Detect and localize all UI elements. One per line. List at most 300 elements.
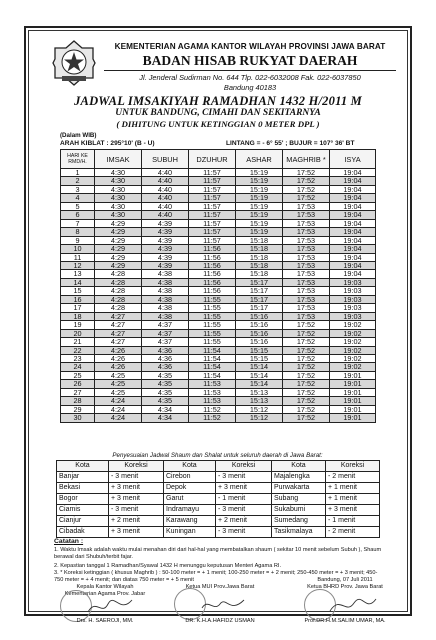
- table-cell: 27: [61, 388, 95, 396]
- table-cell: 19:03: [330, 295, 376, 303]
- table-cell: 17:52: [283, 346, 330, 354]
- table-cell: 4:29: [95, 261, 142, 269]
- note-item: 2. Kepastian tanggal 1 Ramadhan/Syawal 1432 H menunggu keputusan Menteri Agama RI.: [54, 563, 282, 569]
- table-cell: 17:53: [283, 228, 330, 236]
- table-row: [61, 211, 376, 219]
- table-cell: 17:53: [283, 253, 330, 261]
- header-city: Bandung 40183: [223, 83, 277, 92]
- table-cell: 4:26: [95, 346, 142, 354]
- table-cell: 19:04: [330, 177, 376, 185]
- header-agency: BADAN HISAB RUKYAT DAERAH: [142, 53, 358, 68]
- table-cell: 4:40: [142, 194, 189, 202]
- table-cell: 22: [61, 346, 95, 354]
- handwritten-signature-icon: [328, 593, 378, 617]
- table-cell: 4:37: [142, 329, 189, 337]
- table-cell: 11:57: [189, 185, 236, 193]
- table-cell: 15:16: [236, 338, 283, 346]
- table-cell: 4:40: [142, 169, 189, 177]
- table-cell: 17:52: [283, 329, 330, 337]
- table-cell: 15:18: [236, 261, 283, 269]
- table-cell: 4:29: [95, 253, 142, 261]
- table-cell: 3: [61, 185, 95, 193]
- table-cell: 15:15: [236, 354, 283, 362]
- table-cell: 4:25: [95, 380, 142, 388]
- table-cell: 4:26: [95, 363, 142, 371]
- table-cell: 15:17: [236, 278, 283, 286]
- signature-date: Bandung, 07 Juli 2011: [317, 577, 373, 583]
- table-cell: 4:34: [142, 414, 189, 422]
- correction-value: - 1 menit: [326, 516, 380, 527]
- handwritten-signature-icon: [200, 594, 246, 616]
- table-cell: 17:52: [283, 371, 330, 379]
- table-cell: 4:27: [95, 312, 142, 320]
- table-cell: 4:35: [142, 397, 189, 405]
- table-cell: 20: [61, 329, 95, 337]
- table-cell: 17:52: [283, 380, 330, 388]
- table-cell: 11:55: [189, 321, 236, 329]
- correction-table: [56, 460, 380, 538]
- table-cell: 23: [61, 354, 95, 362]
- correction-value: + 3 menit: [109, 494, 164, 505]
- correction-value: + 1 menit: [326, 483, 380, 494]
- table-cell: 29: [61, 405, 95, 413]
- table-cell: 15:19: [236, 228, 283, 236]
- table-cell: 15:14: [236, 380, 283, 388]
- header-maghrib: MAGHRIB *: [283, 150, 330, 169]
- table-cell: 4:30: [95, 211, 142, 219]
- correction-header-value: Koreksi: [326, 461, 380, 472]
- qibla-direction: ARAH KIBLAT : 295°10' (B - U): [60, 140, 155, 147]
- city-name: Purwakarta: [272, 483, 326, 494]
- table-cell: 19:02: [330, 363, 376, 371]
- table-cell: 4:29: [95, 236, 142, 244]
- table-cell: 4:27: [95, 329, 142, 337]
- table-cell: 15:18: [236, 253, 283, 261]
- table-cell: 19:04: [330, 245, 376, 253]
- table-cell: 15:16: [236, 329, 283, 337]
- signature-block-middle: [170, 584, 270, 624]
- city-name: Garut: [164, 494, 216, 505]
- city-name: Depok: [164, 483, 216, 494]
- table-cell: 4:35: [142, 388, 189, 396]
- header-dzuhur: DZUHUR: [189, 150, 236, 169]
- table-cell: 17:53: [283, 261, 330, 269]
- table-cell: 19:04: [330, 194, 376, 202]
- table-cell: 15:13: [236, 388, 283, 396]
- table-cell: 17:52: [283, 169, 330, 177]
- table-cell: 19:01: [330, 388, 376, 396]
- table-cell: 12: [61, 261, 95, 269]
- signer-name: Drs. H. SAEROJI, MM.: [76, 618, 134, 624]
- correction-value: - 1 menit: [216, 494, 272, 505]
- table-cell: 4:37: [142, 321, 189, 329]
- table-cell: 15:18: [236, 245, 283, 253]
- table-cell: 19:02: [330, 338, 376, 346]
- table-cell: 7: [61, 219, 95, 227]
- table-row: [61, 228, 376, 236]
- table-cell: 1: [61, 169, 95, 177]
- table-cell: 4:40: [142, 211, 189, 219]
- table-cell: 15:18: [236, 270, 283, 278]
- table-cell: 11:55: [189, 338, 236, 346]
- table-header-row: [61, 150, 376, 169]
- header-imsak: IMSAK: [95, 150, 142, 169]
- correction-row: [57, 494, 380, 505]
- correction-body: [57, 472, 380, 538]
- table-cell: 4:30: [95, 194, 142, 202]
- table-row: [61, 414, 376, 422]
- table-cell: 11:52: [189, 405, 236, 413]
- table-cell: 4:38: [142, 304, 189, 312]
- signer-name: DR. K.H.A.HAFIDZ USMAN: [185, 618, 255, 624]
- correction-header-city: Kota: [57, 461, 109, 472]
- table-row: [61, 304, 376, 312]
- timezone-note: (Dalam WIB): [60, 132, 97, 139]
- table-cell: 15:19: [236, 211, 283, 219]
- table-cell: 4:26: [95, 354, 142, 362]
- table-cell: 15:17: [236, 295, 283, 303]
- table-cell: 11:56: [189, 253, 236, 261]
- table-cell: 4:27: [95, 321, 142, 329]
- signature-block-right: [290, 577, 400, 624]
- table-cell: 19:02: [330, 321, 376, 329]
- table-cell: 19:01: [330, 414, 376, 422]
- table-cell: 11:54: [189, 363, 236, 371]
- table-cell: 17:52: [283, 354, 330, 362]
- correction-row: [57, 527, 380, 538]
- table-row: [61, 380, 376, 388]
- table-cell: 4:30: [95, 185, 142, 193]
- table-cell: 17:53: [283, 287, 330, 295]
- table-cell: 4:29: [95, 245, 142, 253]
- table-cell: 15:19: [236, 194, 283, 202]
- table-cell: 17:53: [283, 304, 330, 312]
- table-cell: 4: [61, 194, 95, 202]
- city-name: Kuningan: [164, 527, 216, 538]
- city-name: Karawang: [164, 516, 216, 527]
- table-cell: 9: [61, 236, 95, 244]
- table-cell: 15:14: [236, 363, 283, 371]
- coordinates: LINTANG = - 6° 55' ; BUJUR = 107° 36' BT: [226, 140, 355, 147]
- table-cell: 15: [61, 287, 95, 295]
- city-name: Cirebon: [164, 472, 216, 483]
- city-name: Sukabumi: [272, 505, 326, 516]
- table-cell: 11:54: [189, 354, 236, 362]
- table-cell: 17:52: [283, 363, 330, 371]
- signer-name: Prof.DR.H.M.SALIM UMAR, MA.: [304, 618, 386, 624]
- table-cell: 11:57: [189, 228, 236, 236]
- table-cell: 4:38: [142, 295, 189, 303]
- table-cell: 4:28: [95, 270, 142, 278]
- table-cell: 19: [61, 321, 95, 329]
- handwritten-signature-icon: [86, 596, 134, 618]
- correction-row: [57, 516, 380, 527]
- table-cell: 19:02: [330, 346, 376, 354]
- table-cell: 11:56: [189, 245, 236, 253]
- table-cell: 15:18: [236, 236, 283, 244]
- table-cell: 11:57: [189, 219, 236, 227]
- table-cell: 17:53: [283, 202, 330, 210]
- city-name: Subang: [272, 494, 326, 505]
- note-item: 1. Waktu Imsak adalah waktu mulai menahan diri dari hal-hal yang membatalkan shaum ( sekitar 10 menit sebelum Subuh ), Shaum berawal dari Shubuh/terbit fajar.: [54, 547, 382, 560]
- table-cell: 17:53: [283, 312, 330, 320]
- city-name: Cianjur: [57, 516, 109, 527]
- table-cell: 11:53: [189, 380, 236, 388]
- table-cell: 4:37: [142, 338, 189, 346]
- table-cell: 19:01: [330, 371, 376, 379]
- table-cell: 19:02: [330, 329, 376, 337]
- correction-value: - 3 menit: [216, 505, 272, 516]
- table-cell: 11:55: [189, 295, 236, 303]
- city-name: Banjar: [57, 472, 109, 483]
- table-cell: 19:04: [330, 202, 376, 210]
- table-cell: 13: [61, 270, 95, 278]
- table-cell: 11:57: [189, 177, 236, 185]
- table-cell: 30: [61, 414, 95, 422]
- table-cell: 19:01: [330, 380, 376, 388]
- table-cell: 4:35: [142, 371, 189, 379]
- table-cell: 17: [61, 304, 95, 312]
- table-cell: 15:19: [236, 202, 283, 210]
- table-cell: 24: [61, 363, 95, 371]
- correction-value: + 1 menit: [326, 494, 380, 505]
- correction-value: - 2 menit: [326, 472, 380, 483]
- table-cell: 17:52: [283, 321, 330, 329]
- note-item: 3. * Koreksi ketinggian ( khusus Maghrib ) : 50-100 meter = + 1 menit; 100-250 meter = + 2 menit; 250-450 meter = + 3 menit; 450-750 meter = + 4 menit; dan diatas 750 meter = + 5 menit: [54, 570, 378, 583]
- table-row: [61, 321, 376, 329]
- table-cell: 14: [61, 278, 95, 286]
- table-cell: 19:03: [330, 278, 376, 286]
- correction-header-value: Koreksi: [109, 461, 164, 472]
- correction-value: - 2 menit: [326, 527, 380, 538]
- table-cell: 11:53: [189, 388, 236, 396]
- table-cell: 19:04: [330, 219, 376, 227]
- correction-row: [57, 505, 380, 516]
- table-cell: 15:19: [236, 219, 283, 227]
- city-name: Indramayu: [164, 505, 216, 516]
- table-cell: 19:04: [330, 270, 376, 278]
- document-subtitle-elevation: ( DIHITUNG UNTUK KETINGGIAN 0 METER DPL ): [116, 119, 320, 129]
- table-cell: 17:53: [283, 270, 330, 278]
- header-address: Jl. Jenderal Sudirman No. 644 Tlp. 022-6032008 Fak. 022-6037850: [139, 73, 361, 82]
- table-cell: 11:57: [189, 202, 236, 210]
- table-cell: 4:29: [95, 228, 142, 236]
- table-cell: 11:56: [189, 270, 236, 278]
- city-name: Sumedang: [272, 516, 326, 527]
- table-cell: 11: [61, 253, 95, 261]
- table-cell: 11:57: [189, 211, 236, 219]
- correction-header-value: Koreksi: [216, 461, 272, 472]
- city-name: Cibadak: [57, 527, 109, 538]
- table-cell: 11:57: [189, 194, 236, 202]
- correction-row: [57, 483, 380, 494]
- table-cell: 4:39: [142, 253, 189, 261]
- table-cell: 19:04: [330, 253, 376, 261]
- table-cell: 19:03: [330, 304, 376, 312]
- table-cell: 4:24: [95, 397, 142, 405]
- correction-header-row: [57, 461, 380, 472]
- table-cell: 5: [61, 202, 95, 210]
- correction-header-city: Kota: [164, 461, 216, 472]
- table-cell: 17:52: [283, 194, 330, 202]
- table-cell: 4:28: [95, 295, 142, 303]
- table-row: [61, 397, 376, 405]
- table-cell: 15:13: [236, 397, 283, 405]
- table-cell: 19:04: [330, 169, 376, 177]
- table-cell: 4:30: [95, 169, 142, 177]
- city-name: Bogor: [57, 494, 109, 505]
- table-cell: 4:39: [142, 236, 189, 244]
- table-cell: 19:01: [330, 397, 376, 405]
- table-cell: 17:52: [283, 185, 330, 193]
- table-cell: 4:34: [142, 405, 189, 413]
- table-cell: 4:40: [142, 185, 189, 193]
- table-cell: 15:19: [236, 169, 283, 177]
- table-cell: 15:12: [236, 414, 283, 422]
- table-cell: 15:19: [236, 185, 283, 193]
- table-cell: 11:56: [189, 278, 236, 286]
- table-cell: 17:53: [283, 219, 330, 227]
- table-cell: 4:40: [142, 202, 189, 210]
- table-cell: 4:25: [95, 371, 142, 379]
- signer-role: Kepala Kantor Wilayah: [76, 584, 134, 590]
- table-cell: 17:52: [283, 177, 330, 185]
- kemenag-logo-icon: [52, 40, 96, 86]
- table-cell: 19:02: [330, 354, 376, 362]
- correction-value: + 2 menit: [109, 516, 164, 527]
- table-cell: 4:25: [95, 388, 142, 396]
- table-cell: 15:17: [236, 304, 283, 312]
- table-cell: 19:03: [330, 312, 376, 320]
- header-day: HARI KE RMD/H.: [61, 150, 95, 169]
- city-name: Majalengka: [272, 472, 326, 483]
- correction-value: + 3 menit: [326, 505, 380, 516]
- table-cell: 11:55: [189, 312, 236, 320]
- table-cell: 15:12: [236, 405, 283, 413]
- table-cell: 17:52: [283, 405, 330, 413]
- table-cell: 10: [61, 245, 95, 253]
- schedule-body: [61, 169, 376, 423]
- table-cell: 4:36: [142, 346, 189, 354]
- table-cell: 19:03: [330, 287, 376, 295]
- header-ashar: ASHAR: [236, 150, 283, 169]
- correction-value: - 3 menit: [216, 527, 272, 538]
- table-cell: 11:55: [189, 329, 236, 337]
- table-cell: 17:53: [283, 211, 330, 219]
- imsakiyah-table: [60, 149, 376, 423]
- table-cell: 15:15: [236, 346, 283, 354]
- table-cell: 19:01: [330, 405, 376, 413]
- table-cell: 4:24: [95, 414, 142, 422]
- table-cell: 11:55: [189, 304, 236, 312]
- table-cell: 4:39: [142, 245, 189, 253]
- header-divider: [104, 70, 396, 71]
- correction-header-city: Kota: [272, 461, 326, 472]
- table-cell: 15:19: [236, 177, 283, 185]
- header-isya: ISYA: [330, 150, 376, 169]
- table-cell: 19:04: [330, 211, 376, 219]
- correction-value: + 3 menit: [109, 527, 164, 538]
- table-cell: 4:38: [142, 312, 189, 320]
- table-cell: 4:39: [142, 228, 189, 236]
- signer-role: Ketua BHRD Prov. Jawa Barat: [307, 584, 383, 590]
- table-cell: 26: [61, 380, 95, 388]
- table-cell: 4:24: [95, 405, 142, 413]
- notes-title: Catatan :: [54, 538, 84, 545]
- correction-note: Penyesuaian Jadwal Shaum dan Shalat untuk seluruh daerah di Jawa Barat:: [112, 452, 323, 459]
- signature-block-left: [50, 584, 160, 624]
- correction-value: + 3 menit: [216, 483, 272, 494]
- table-cell: 19:04: [330, 236, 376, 244]
- table-cell: 16: [61, 295, 95, 303]
- table-cell: 17:52: [283, 397, 330, 405]
- table-cell: 11:57: [189, 169, 236, 177]
- table-cell: 4:36: [142, 354, 189, 362]
- header-subuh: SUBUH: [142, 150, 189, 169]
- table-cell: 2: [61, 177, 95, 185]
- table-cell: 11:57: [189, 236, 236, 244]
- table-cell: 4:36: [142, 363, 189, 371]
- correction-value: + 3 menit: [109, 483, 164, 494]
- table-cell: 4:28: [95, 287, 142, 295]
- table-cell: 17:52: [283, 388, 330, 396]
- table-cell: 19:04: [330, 185, 376, 193]
- table-cell: 4:38: [142, 287, 189, 295]
- table-cell: 19:04: [330, 228, 376, 236]
- table-cell: 17:53: [283, 295, 330, 303]
- table-cell: 4:30: [95, 177, 142, 185]
- table-cell: 15:16: [236, 312, 283, 320]
- table-cell: 17:52: [283, 338, 330, 346]
- correction-value: - 3 menit: [216, 472, 272, 483]
- document-title: JADWAL IMSAKIYAH RAMADHAN 1432 H/2011 M: [74, 94, 362, 108]
- document-subtitle: UNTUK BANDUNG, CIMAHI DAN SEKITARNYA: [115, 108, 321, 118]
- table-cell: 4:29: [95, 219, 142, 227]
- table-cell: 17:53: [283, 278, 330, 286]
- table-cell: 17:53: [283, 245, 330, 253]
- table-cell: 11:52: [189, 414, 236, 422]
- correction-value: - 3 menit: [109, 472, 164, 483]
- city-name: Ciamis: [57, 505, 109, 516]
- correction-row: [57, 472, 380, 483]
- table-cell: 11:56: [189, 287, 236, 295]
- table-cell: 18: [61, 312, 95, 320]
- table-cell: 11:54: [189, 371, 236, 379]
- table-cell: 15:16: [236, 321, 283, 329]
- table-cell: 4:28: [95, 304, 142, 312]
- table-cell: 17:53: [283, 236, 330, 244]
- table-cell: 15:17: [236, 287, 283, 295]
- city-name: Tasikmalaya: [272, 527, 326, 538]
- signer-role: Kementerian Agama Prov. Jabar: [64, 591, 146, 597]
- table-cell: 11:53: [189, 397, 236, 405]
- signer-role: Ketua MUI Prov.Jawa Barat: [185, 584, 255, 590]
- table-cell: 21: [61, 338, 95, 346]
- correction-value: + 2 menit: [216, 516, 272, 527]
- table-cell: 4:27: [95, 338, 142, 346]
- table-row: [61, 338, 376, 346]
- table-cell: 4:39: [142, 219, 189, 227]
- header-ministry: KEMENTERIAN AGAMA KANTOR WILAYAH PROVINSI JAWA BARAT: [114, 42, 386, 51]
- table-row: [61, 245, 376, 253]
- table-cell: 4:28: [95, 278, 142, 286]
- table-cell: 4:40: [142, 177, 189, 185]
- table-cell: 11:56: [189, 261, 236, 269]
- table-cell: 4:38: [142, 270, 189, 278]
- table-cell: 15:14: [236, 371, 283, 379]
- table-cell: 28: [61, 397, 95, 405]
- table-cell: 6: [61, 211, 95, 219]
